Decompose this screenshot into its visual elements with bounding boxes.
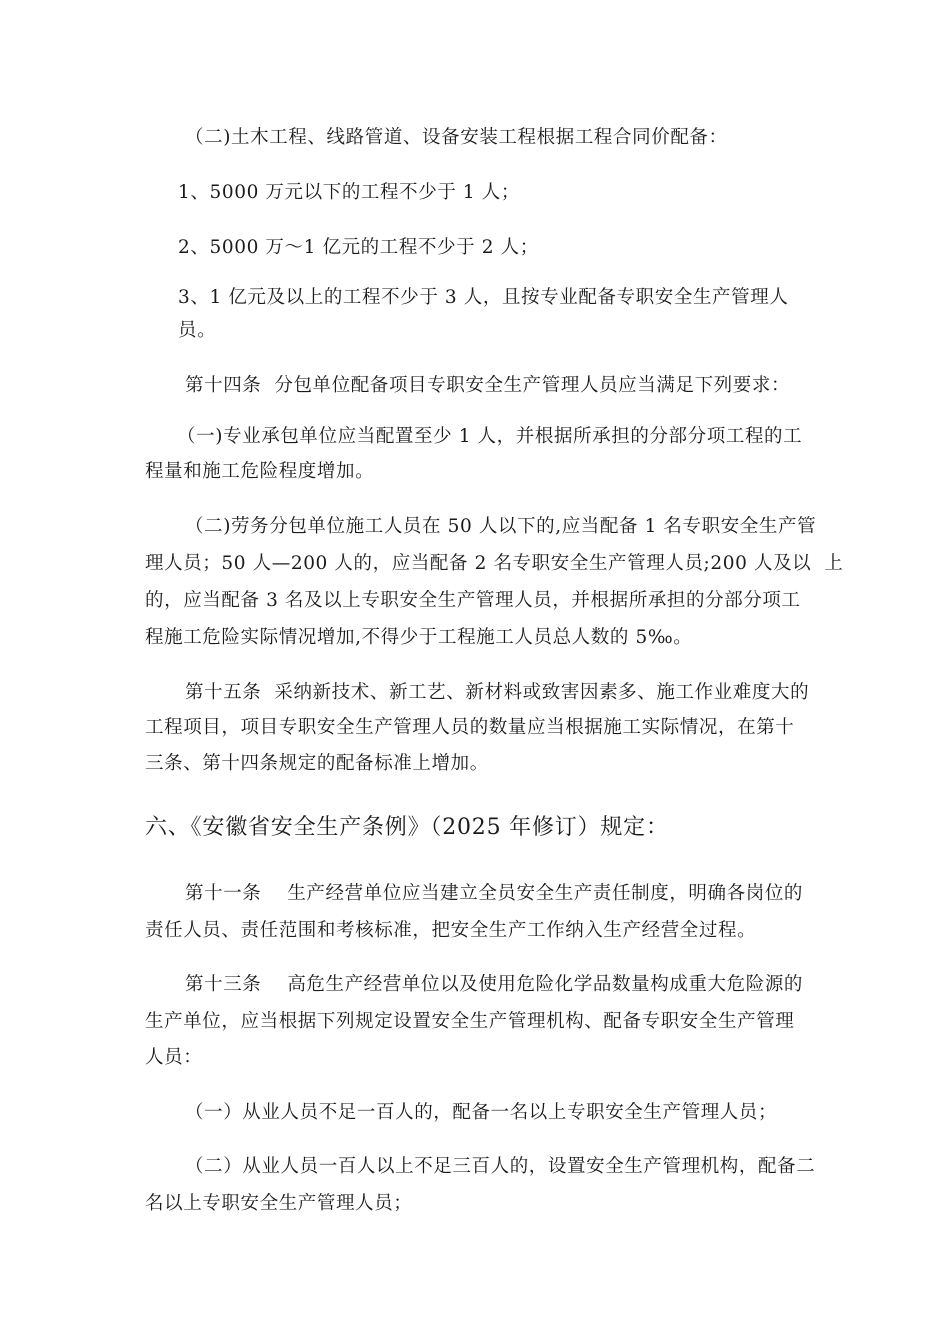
paragraph-line: （一)专业承包单位应当配置至少 1 人，并根据所承担的分部分项工程的工 — [177, 426, 803, 447]
paragraph-line: （二)土木工程、线路管道、设备安装工程根据工程合同价配备： — [185, 127, 728, 148]
article-eleven-line: 第十一条 生产经营单位应当建立全员安全生产责任制度，明确各岗位的 — [185, 883, 804, 904]
list-item-line: 1、5000 万元以下的工程不少于 1 人； — [178, 182, 520, 203]
paragraph-line: 工程项目，项目专职安全生产管理人员的数量应当根据施工实际情况，在第十 — [145, 717, 795, 738]
list-item-line: 3、1 亿元及以上的工程不少于 3 人，且按专业配备专职安全生产管理人 — [178, 287, 789, 308]
paragraph-line: 程施工危险实际情况增加,不得少于工程施工人员总人数的 5‰。 — [145, 627, 693, 648]
article-fifteen-line: 第十五条 采纳新技术、新工艺、新材料或致害因素多、施工作业难度大的 — [185, 682, 810, 703]
paragraph-line: 人员： — [145, 1047, 203, 1068]
paragraph-line: 的，应当配备 3 名及以上专职安全生产管理人员，并根据所承担的分部分项工 — [145, 590, 801, 611]
paragraph-line: 生产单位，应当根据下列规定设置安全生产管理机构、配备专职安全生产管理 — [145, 1011, 795, 1032]
paragraph-line: 理人员；50 人—200 人的，应当配备 2 名专职安全生产管理人员;200 人及以 上 — [145, 553, 844, 574]
paragraph-line: 责任人员、责任范围和考核标准，把安全生产工作纳入生产经营全过程。 — [145, 920, 757, 941]
paragraph-line: 名以上专职安全生产管理人员； — [145, 1193, 413, 1214]
list-item-line: （一）从业人员不足一百人的，配备一名以上专职安全生产管理人员； — [185, 1102, 778, 1123]
paragraph-line: 程量和施工危险程度增加。 — [145, 461, 375, 482]
section-heading: 六、《安徽省安全生产条例》（2025 年修订）规定： — [145, 815, 669, 840]
paragraph-line: （二)劳务分包单位施工人员在 50 人以下的,应当配备 1 名专职安全生产管 — [185, 516, 817, 537]
paragraph-line: 员。 — [178, 320, 217, 341]
list-item-line: 2、5000 万～1 亿元的工程不少于 2 人； — [178, 237, 539, 258]
paragraph-line: 三条、第十四条规定的配备标准上增加。 — [145, 753, 489, 774]
article-fourteen-line: 第十四条 分包单位配备项目专职安全生产管理人员应当满足下列要求： — [185, 375, 791, 396]
list-item-line: （二）从业人员一百人以上不足三百人的，设置安全生产管理机构，配备二 — [185, 1156, 816, 1177]
article-thirteen-line: 第十三条 高危生产经营单位以及使用危险化学品数量构成重大危险源的 — [185, 974, 804, 995]
